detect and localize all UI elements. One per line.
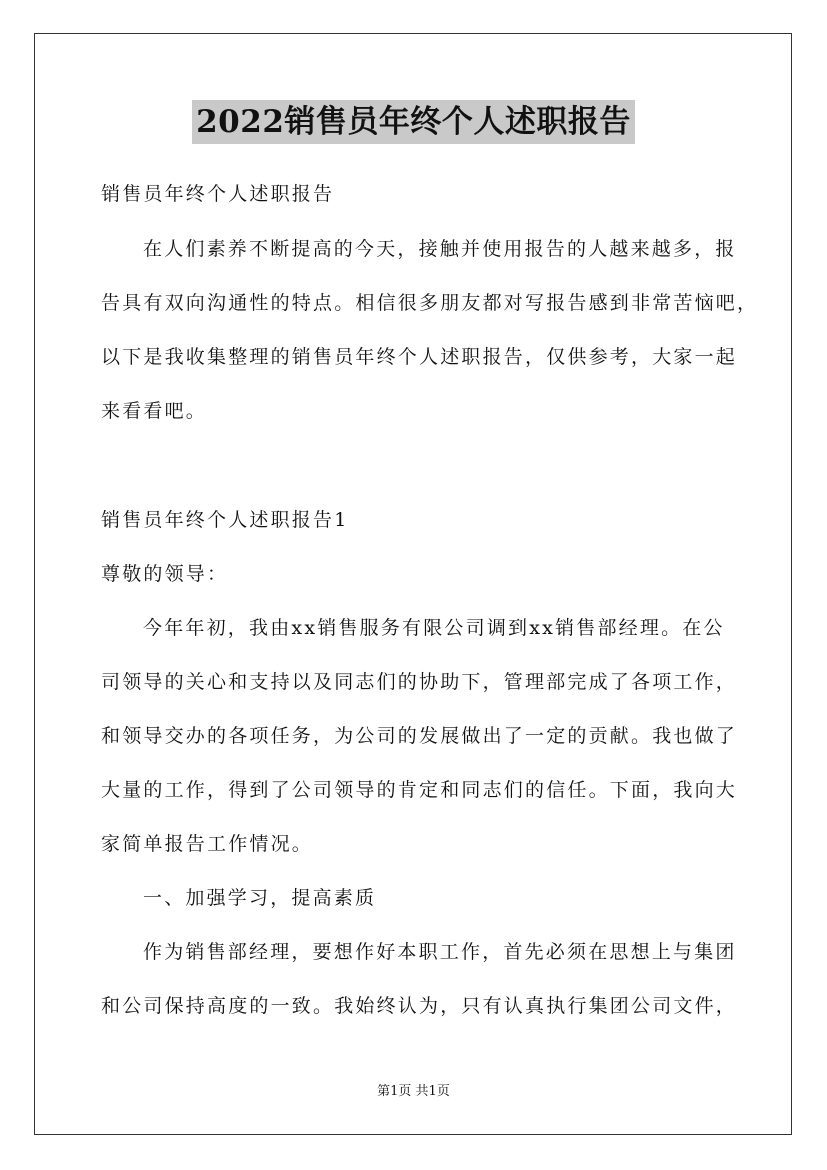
body-line: 大量的工作，得到了公司领导的肯定和同志们的信任。下面，我向大 — [101, 779, 738, 801]
page-number-label: 第1页 共1页 — [377, 1084, 450, 1099]
section-heading: 销售员年终个人述职报告1 — [101, 509, 349, 531]
body-line: 作为销售部经理，要想作好本职工作，首先必须在思想上与集团 — [143, 941, 737, 963]
body-line: 司领导的关心和支持以及同志们的协助下，管理部完成了各项工作， — [101, 671, 738, 693]
title-container — [0, 100, 827, 144]
salutation: 尊敬的领导： — [101, 563, 229, 585]
page-footer — [0, 1084, 827, 1100]
intro-line: 在人们素养不断提高的今天，接触并使用报告的人越来越多，报 — [143, 238, 737, 260]
body-line: 和领导交办的各项任务，为公司的发展做出了一定的贡献。我也做了 — [101, 725, 738, 747]
body-line: 今年年初，我由xx销售服务有限公司调到xx销售部经理。在公 — [143, 617, 725, 639]
subheading: 一、加强学习，提高素质 — [143, 887, 377, 909]
document-title: 2022销售员年终个人述职报告 — [192, 100, 635, 144]
document-subtitle: 销售员年终个人述职报告 — [101, 183, 335, 205]
body-line: 和公司保持高度的一致。我始终认为，只有认真执行集团公司文件， — [101, 995, 738, 1017]
intro-line: 以下是我收集整理的销售员年终个人述职报告，仅供参考，大家一起 — [101, 346, 738, 368]
intro-line: 来看看吧。 — [101, 400, 208, 422]
intro-line: 告具有双向沟通性的特点。相信很多朋友都对写报告感到非常苦恼吧， — [101, 292, 759, 314]
body-line: 家简单报告工作情况。 — [101, 833, 314, 855]
